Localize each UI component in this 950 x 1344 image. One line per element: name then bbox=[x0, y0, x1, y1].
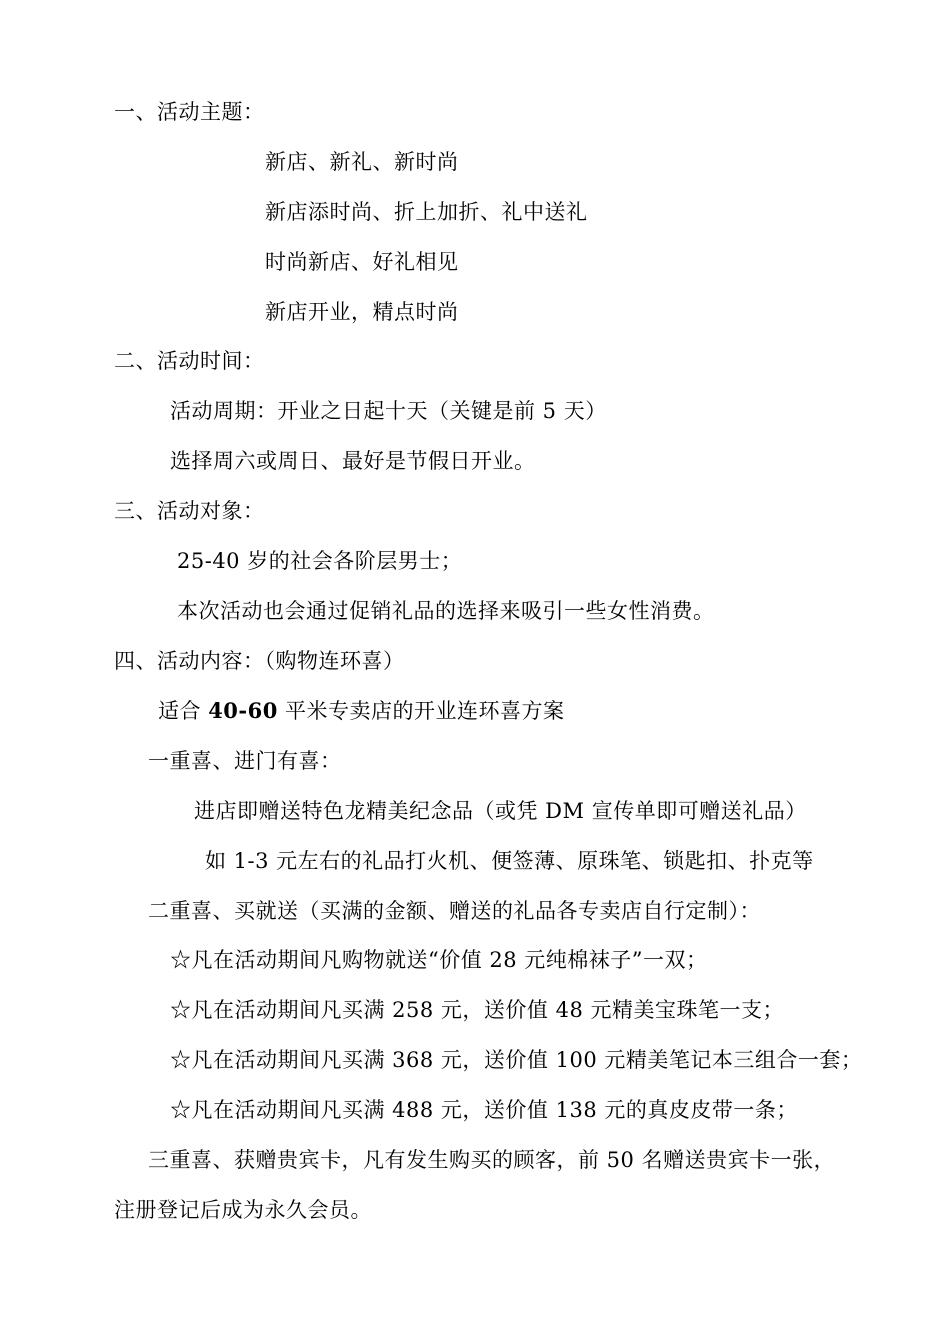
opening-day-choice: 选择周六或周日、最好是节假日开业。 bbox=[170, 449, 536, 473]
joy-2-title: 二重喜、买就送（买满的金额、赠送的礼品各专卖店自行定制）： bbox=[148, 899, 761, 923]
theme-line-3: 时尚新店、好礼相见 bbox=[265, 250, 459, 274]
intro-size-range: 40-60 bbox=[208, 698, 278, 723]
section-2-heading: 二、活动时间： bbox=[114, 349, 265, 373]
content-intro bbox=[158, 697, 565, 725]
joy-1-line-2: 如 1-3 元左右的礼品打火机、便签薄、原珠笔、锁匙扣、扑克等 bbox=[205, 849, 814, 873]
section-1-heading: 一、活动主题： bbox=[114, 100, 265, 124]
joy-2-item-4: ☆凡在活动期间凡买满 488 元，送价值 138 元的真皮皮带一条； bbox=[170, 1098, 798, 1122]
section-3-heading: 三、活动对象： bbox=[114, 499, 265, 523]
joy-2-item-3: ☆凡在活动期间凡买满 368 元，送价值 100 元精美笔记本三组合一套； bbox=[170, 1048, 863, 1072]
theme-line-4: 新店开业，精点时尚 bbox=[265, 300, 459, 324]
theme-line-1: 新店、新礼、新时尚 bbox=[265, 150, 459, 174]
joy-2-item-2: ☆凡在活动期间凡买满 258 元，送价值 48 元精美宝珠笔一支； bbox=[170, 998, 785, 1022]
theme-line-2: 新店添时尚、折上加折、礼中送礼 bbox=[265, 200, 588, 224]
joy-3-line-1: 三重喜、获赠贵宾卡，凡有发生购买的顾客，前 50 名赠送贵宾卡一张， bbox=[148, 1148, 836, 1172]
intro-suffix: 平米专卖店的开业连环喜方案 bbox=[277, 699, 565, 723]
joy-2-item-1: ☆凡在活动期间凡购物就送“价值 28 元纯棉袜子”一双； bbox=[170, 948, 708, 972]
joy-1-title: 一重喜、进门有喜： bbox=[148, 749, 342, 773]
target-audience: 25-40 岁的社会各阶层男士； bbox=[177, 549, 463, 573]
joy-3-line-2: 注册登记后成为永久会员。 bbox=[114, 1198, 372, 1222]
target-note: 本次活动也会通过促销礼品的选择来吸引一些女性消费。 bbox=[177, 599, 715, 623]
intro-prefix: 适合 bbox=[158, 699, 209, 723]
activity-period: 活动周期：开业之日起十天（关键是前 5 天） bbox=[170, 399, 607, 423]
joy-1-line-1: 进店即赠送特色龙精美纪念品（或凭 DM 宣传单即可赠送礼品） bbox=[194, 799, 807, 823]
section-4-heading: 四、活动内容：（购物连环喜） bbox=[114, 649, 405, 673]
